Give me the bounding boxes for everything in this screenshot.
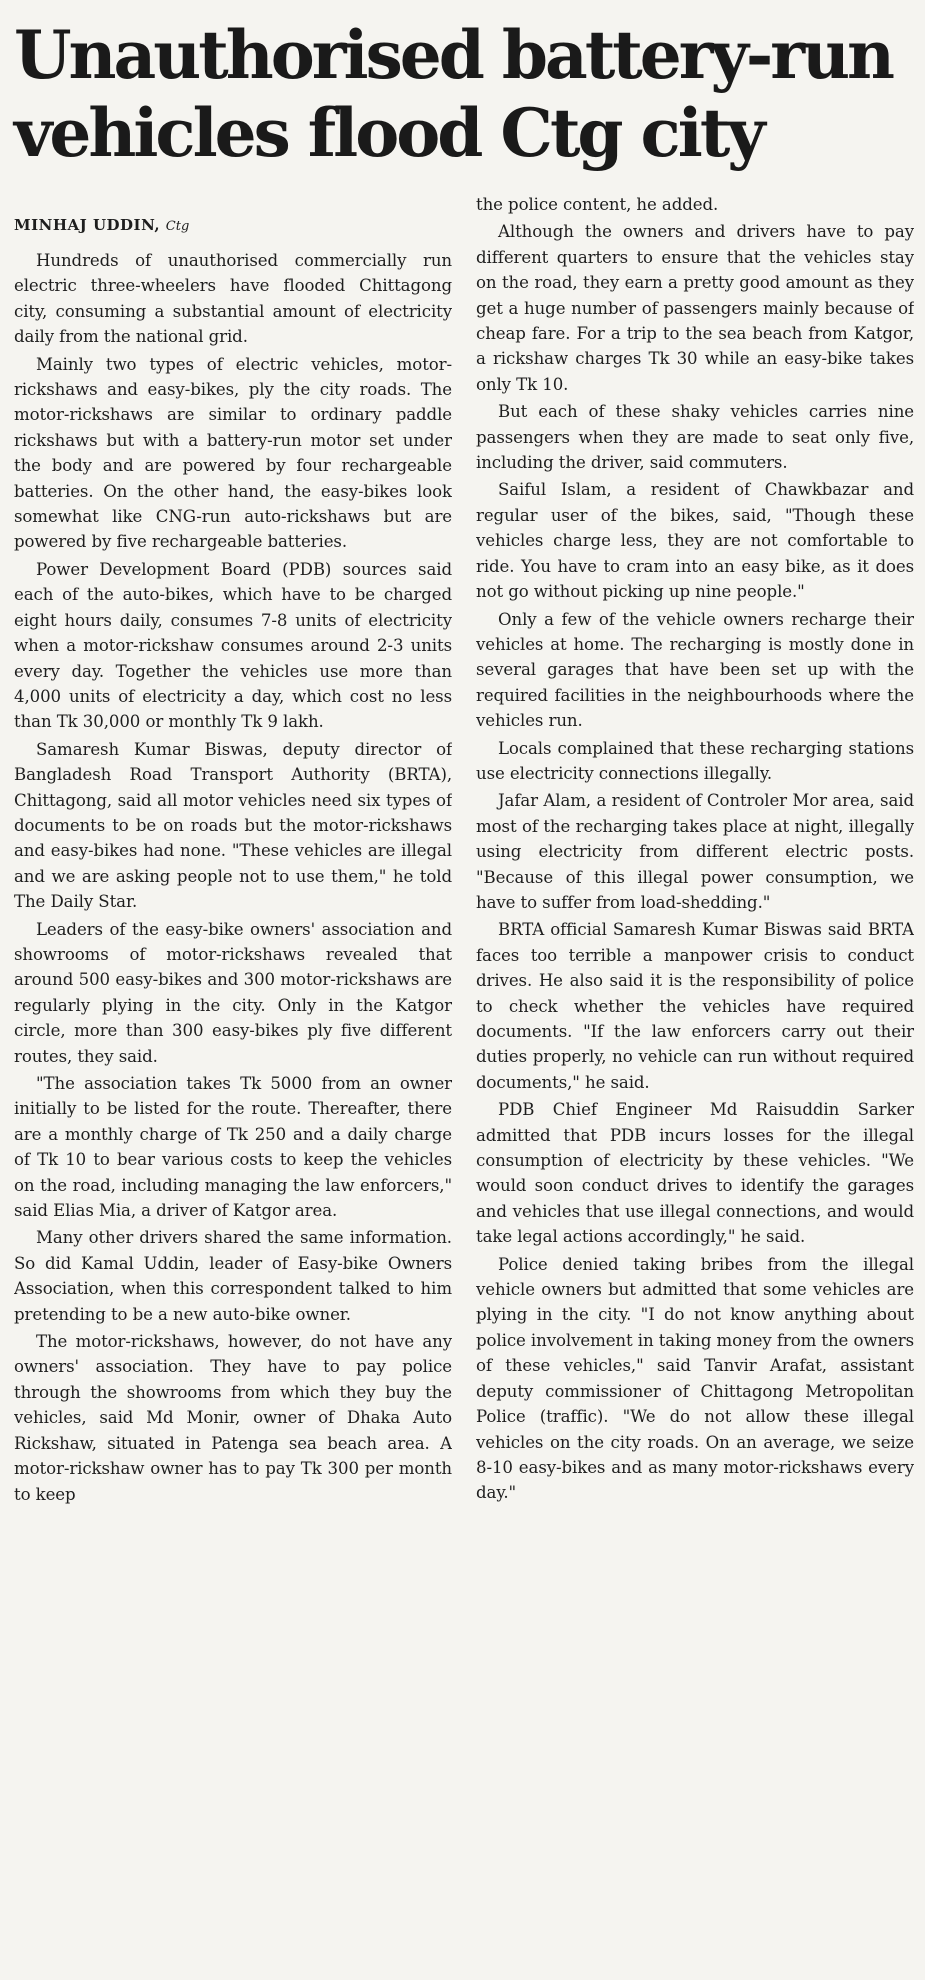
paragraph: "The association takes Tk 5000 from an owner initially to be listed for the route. Thereafter, there are a monthly charge of Tk 250 and a daily charge of Tk 10 to bear various costs to keep the vehicles on the road, including managing the law enforcers," said Elias Mia, a driver of Katgor area. xyxy=(14,1074,452,1221)
headline: Unauthorised battery-run vehicles flood Ctg city xyxy=(14,16,893,172)
paragraph: Samaresh Kumar Biswas, deputy director of Bangladesh Road Transport Authority (BRTA), Chittagong, said all motor vehicles need six types of documents to be on roads but the motor-rickshaws and easy-bikes had none. "These vehicles are illegal and we are asking people not to use them," he told The Daily Star. xyxy=(14,739,452,912)
byline xyxy=(14,214,452,238)
paragraph: Only a few of the vehicle owners recharge their vehicles at home. The recharging is mostly done in several garages that have been set up with the required facilities in the neighbourhoods where the vehicles run. xyxy=(476,609,914,731)
paragraph-continuation: the police content, he added. xyxy=(476,195,719,214)
byline-location: Ctg xyxy=(165,219,190,234)
paragraph: Although the owners and drivers have to pay different quarters to ensure that the vehicles stay on the road, they earn a pretty good amount as they get a huge number of passengers mainly because of cheap fare. For a trip to the sea beach from Katgor, a rickshaw charges Tk 30 while an easy-bike takes only Tk 10. xyxy=(476,222,914,394)
paragraph: But each of these shaky vehicles carries nine passengers when they are made to seat only five, including the driver, said commuters. xyxy=(476,402,914,473)
paragraph: Mainly two types of electric vehicles, motor-rickshaws and easy-bikes, ply the city roads. The motor-rickshaws are similar to ordinary paddle rickshaws but with a battery-run motor set under the body and are powered by four rechargeable batteries. On the other hand, the easy-bikes look somewhat like CNG-run auto-rickshaws but are powered by five rechargeable batteries. xyxy=(14,354,452,552)
paragraph: Saiful Islam, a resident of Chawkbazar and regular user of the bikes, said, "Though these vehicles charge less, they are not comfortable to ride. You have to cram into an easy bike, as it does not go without picking up nine people." xyxy=(476,480,914,602)
paragraph: Power Development Board (PDB) sources said each of the auto-bikes, which have to be charged eight hours daily, consumes 7-8 units of electricity when a motor-rickshaw consumes around 2-3 units every day. Together the vehicles use more than 4,000 units of electricity a day, which cost no less than Tk 30,000 or monthly Tk 9 lakh. xyxy=(14,559,452,732)
paragraph: The motor-rickshaws, however, do not have any owners' association. They have to pay police through the showrooms from which they buy the vehicles, said Md Monir, owner of Dhaka Auto Rickshaw, situated in Patenga sea beach area. A motor-rickshaw owner has to pay Tk 300 per month to keep xyxy=(14,1332,452,1504)
paragraph: Jafar Alam, a resident of Controler Mor area, said most of the recharging takes place at night, illegally using electricity from different electric posts. "Because of this illegal power consumption, we have to suffer from load-shedding." xyxy=(476,791,914,912)
paragraph: Police denied taking bribes from the illegal vehicle owners but admitted that some vehicles are plying in the city. "I do not know anything about police involvement in taking money from the owners of these vehicles," said Tanvir Arafat, assistant deputy commissioner of Chittagong Metropolitan Police (traffic). "We do not allow these illegal vehicles on the city roads. On an average, we seize 8-10 easy-bikes and as many motor-rickshaws every day." xyxy=(476,1254,914,1503)
paragraph: BRTA official Samaresh Kumar Biswas said BRTA faces too terrible a manpower crisis to conduct drives. He also said it is the responsibility of police to check whether the vehicles have required documents. "If the law enforcers carry out their duties properly, no vehicle can run without required documents," he said. xyxy=(476,920,914,1092)
column-left xyxy=(14,208,452,1976)
byline-author: MINHAJ UDDIN xyxy=(14,216,155,234)
paragraph: Leaders of the easy-bike owners' association and showrooms of motor-rickshaws revealed that around 500 easy-bikes and 300 motor-rickshaws are regularly plying in the city. Only in the Katgor circle, more than 300 easy-bikes ply five different routes, they said. xyxy=(14,919,452,1066)
byline-separator: , xyxy=(154,216,166,234)
paragraph: Locals complained that these recharging stations use electricity connections illegally. xyxy=(476,738,914,783)
paragraph: PDB Chief Engineer Md Raisuddin Sarker admitted that PDB incurs losses for the illegal consumption of electricity by these vehicles. "We would soon conduct drives to identify the garages and vehicles that use illegal connections, and would take legal actions accordingly," he said. xyxy=(476,1100,914,1247)
article-body xyxy=(14,195,914,1976)
paragraph: Hundreds of unauthorised commercially run electric three-wheelers have flooded Chittagong city, consuming a substantial amount of electricity daily from the national grid. xyxy=(14,251,452,347)
paragraph: Many other drivers shared the same information. So did Kamal Uddin, leader of Easy-bike Owners Association, when this correspondent talked to him pretending to be a new auto-bike owner. xyxy=(14,1228,452,1324)
column-right xyxy=(476,192,914,1960)
